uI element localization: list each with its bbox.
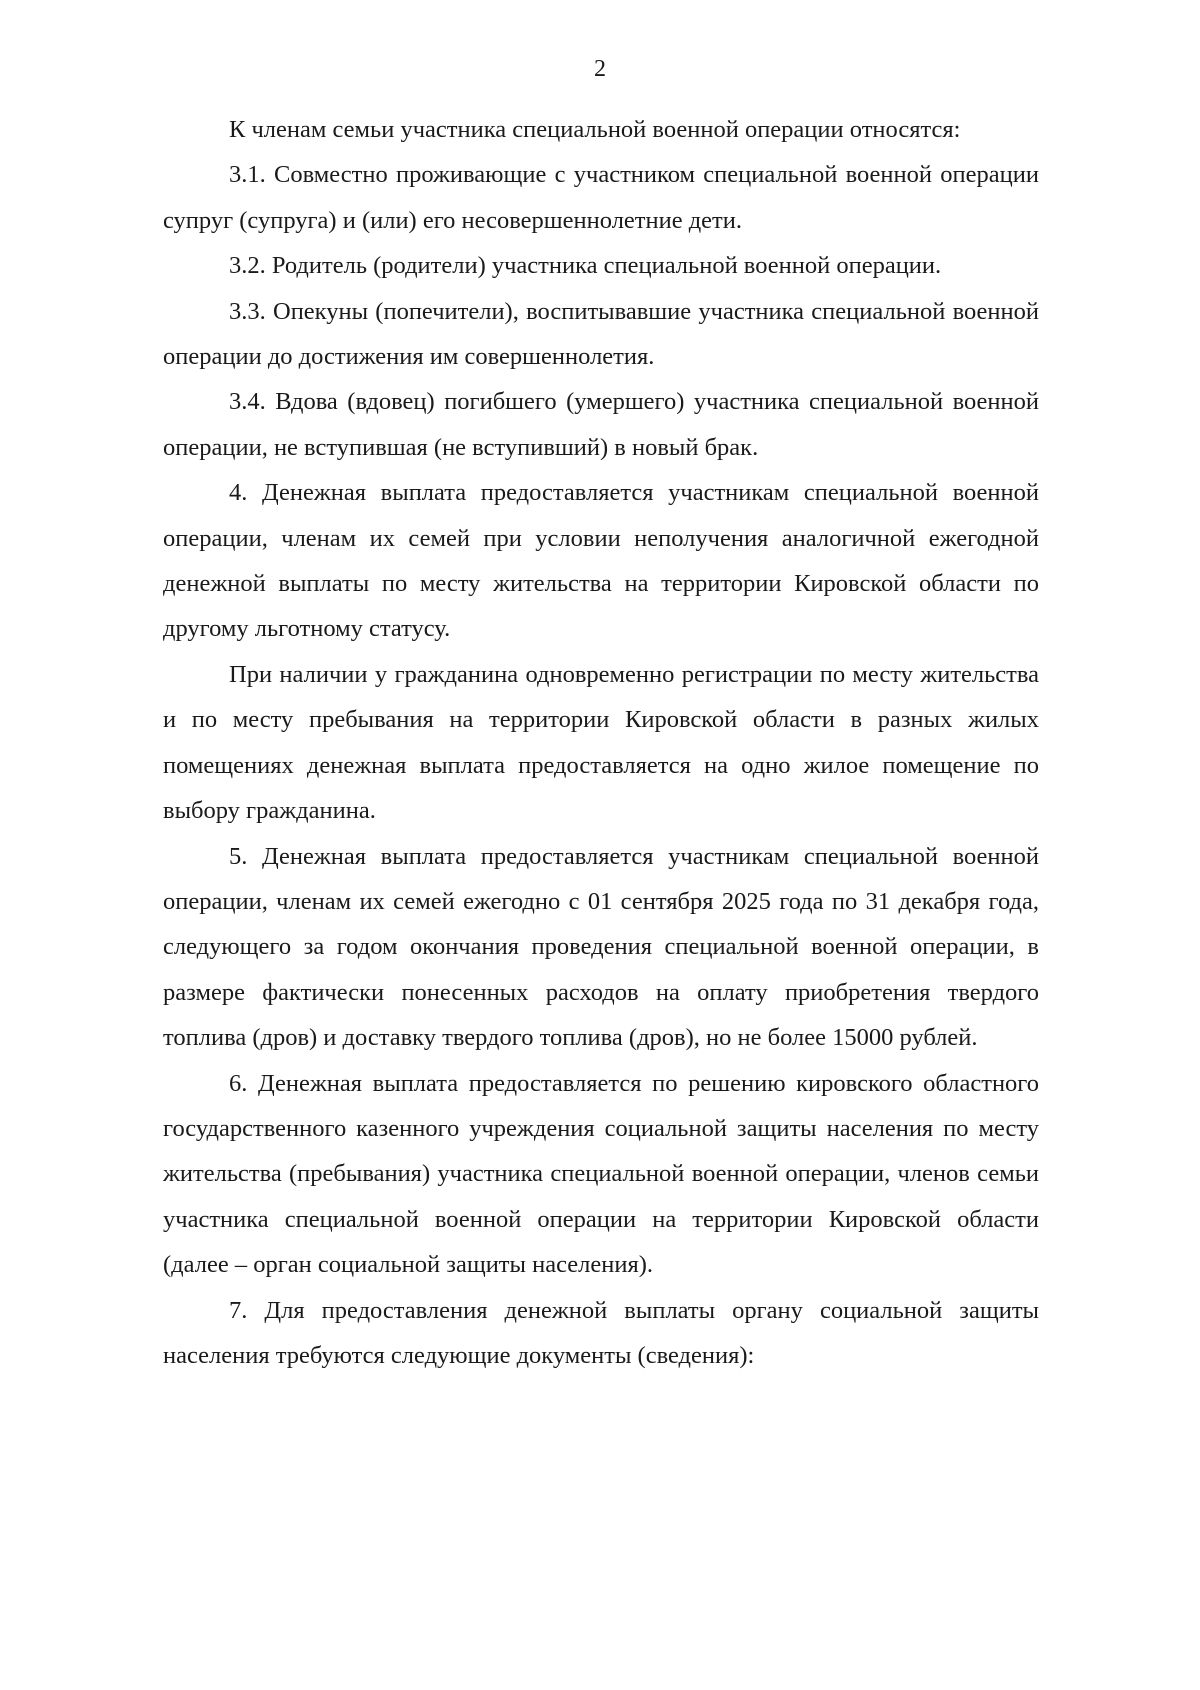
paragraph-clause-3-1: 3.1. Совместно проживающие с участником специальной военной операции супруг (супруга) и (или) его несовершеннолетние дети. — [163, 161, 1039, 234]
paragraph-clause-7: 7. Для предоставления денежной выплаты органу социальной защиты населения требуются следующие документы (сведения): — [163, 1296, 1039, 1369]
page-number: 2 — [594, 56, 606, 82]
document-body — [163, 107, 1039, 1378]
paragraph-clause-3-4: 3.4. Вдова (вдовец) погибшего (умершего) участника специальной военной операции, не вступившая (не вступивший) в новый брак. — [163, 388, 1039, 461]
paragraph-clause-4-registration: При наличии у гражданина одновременно регистрации по месту жительства и по месту пребывания на территории Кировской области в разных жилых помещениях денежная выплата предоставляется на одно жилое помещение по выбору гражданина. — [163, 660, 1039, 825]
paragraph-clause-4: 4. Денежная выплата предоставляется участникам специальной военной операции, членам их семей при условии неполучения аналогичной ежегодной денежной выплаты по месту жительства на территории Кировской области по другому льготному статусу. — [163, 479, 1039, 643]
paragraph-clause-5: 5. Денежная выплата предоставляется участникам специальной военной операции, членам их семей ежегодно с 01 сентября 2025 года по 31 декабря года, следующего за годом окончания проведения специальной военной операции, в размере фактически понесенных расходов на оплату приобретения твердого топлива (дров) и доставку твердого топлива (дров), но не более 15000 рублей. — [163, 842, 1039, 1052]
paragraph-clause-3-2: 3.2. Родитель (родители) участника специальной военной операции. — [229, 252, 942, 280]
paragraph-clause-6: 6. Денежная выплата предоставляется по решению кировского областного государственного казенного учреждения социальной защиты населения по месту жительства (пребывания) участника специальной военной операции, членов семьи участника специальной военной операции на территории Кировской области (далее – орган социальной защиты населения). — [163, 1069, 1039, 1279]
paragraph-family-members-intro: К членам семьи участника специальной военной операции относятся: — [229, 116, 961, 143]
paragraph-clause-3-3: 3.3. Опекуны (попечители), воспитывавшие участника специальной военной операции до достижения им совершеннолетия. — [163, 297, 1039, 371]
